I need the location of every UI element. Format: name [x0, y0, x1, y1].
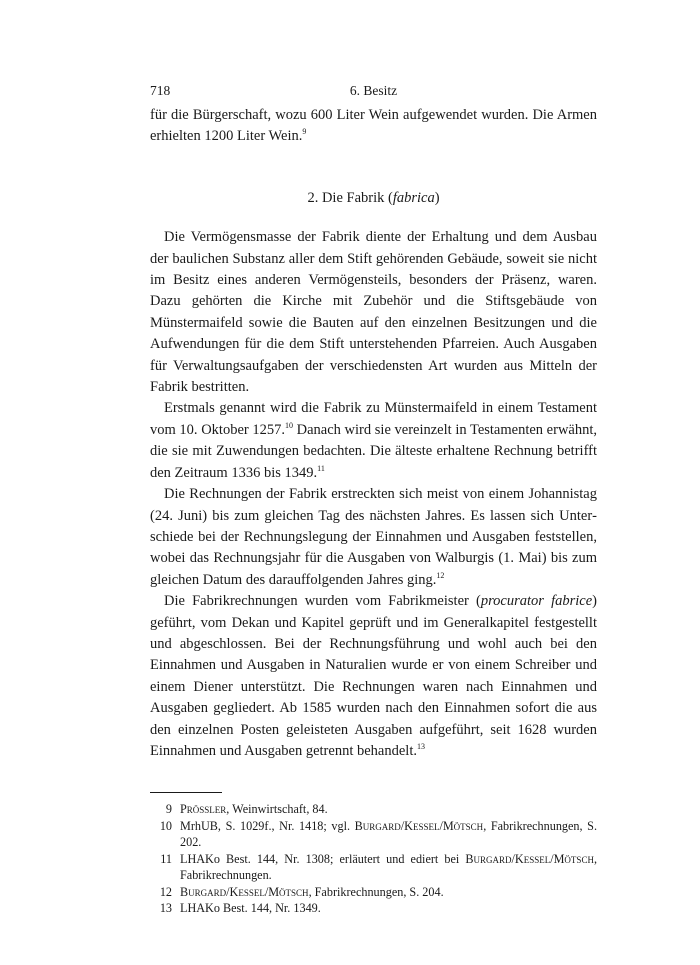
paragraph-2: [150, 398, 597, 484]
section-heading: [150, 188, 597, 209]
footnote-ref-10: 10: [284, 420, 293, 430]
footnote-text: LHAKo Best. 144, Nr. 1349.: [180, 901, 321, 916]
paragraph-4-italic: procurator fabrice: [480, 593, 593, 610]
footnote-author: Burgard/Kessel/Mötsch: [180, 884, 309, 899]
heading-suffix: ): [434, 189, 440, 206]
intro-paragraph: [150, 105, 597, 148]
page-header: [150, 83, 597, 105]
heading-italic: fabrica: [392, 189, 435, 206]
footnote-number: 10: [159, 818, 172, 833]
intro-text: für die Bürgerschaft, wozu 600 Liter Wein aufgewendet wurden. Die Armen erhielten 1200 Liter Wein.: [150, 107, 597, 145]
footnote-pre: LHAKo Best. 144, Nr. 1308; erläutert und ediert bei: [180, 851, 466, 866]
footnote-ref-9: 9: [302, 127, 307, 137]
footnote-author: Burgard/Kessel/Mötsch: [354, 818, 484, 833]
footnote-number: 12: [159, 884, 172, 899]
paragraph-3-text: Die Rechnungen der Fabrik erstreckten sich meist von einem Johannistag (24. Juni) bis zum gleichen Tag des nächsten Jahres. Es lassen sich Unterschiede bei der Rechnungslegung der Einnahmen und Ausgaben feststellen, wobei das Rechnungsjahr für die Ausgaben von Walburgis (1. Mai) bis zum gleichen Datum des darauffolgenden Jahres ging.: [150, 486, 597, 588]
footnote-ref-11: 11: [317, 463, 325, 473]
footnote-12: [150, 884, 597, 901]
footnote-number: 13: [159, 901, 172, 916]
footnote-number: 9: [165, 802, 172, 817]
footnote-rest: , Fabrikrechnungen.: [180, 851, 597, 883]
footnote-13: [150, 900, 597, 917]
footnote-author: Burgard/Kessel/Mötsch: [465, 851, 594, 866]
footnote-number: 11: [160, 851, 172, 866]
paragraph-4: [150, 591, 597, 762]
paragraph-3: [150, 484, 597, 591]
footnote-pre: MrhUB, S. 1029f., Nr. 1418; vgl.: [180, 818, 355, 833]
footnote-10: [150, 818, 597, 851]
book-page: [150, 83, 597, 917]
paragraph-2-text-b: Danach wird sie vereinzelt in Testamenten erwähnt, die sie mit Zuwendungen bedachten. Die älteste erhaltene Rechnung betrifft den Zeitraum 1336 bis 1349.: [150, 421, 598, 481]
footnote-ref-13: 13: [416, 741, 425, 751]
page-number: 718: [150, 83, 171, 98]
footnote-rest: , Fabrikrechnungen, S. 202.: [180, 818, 598, 850]
footnote-rest: , Weinwirtschaft, 84.: [226, 802, 328, 817]
footnote-text: [180, 801, 597, 818]
paragraph-4-text-a: Die Fabrikrechnungen wurden vom Fabrikmeister (: [164, 593, 481, 610]
running-title: 6. Besitz: [349, 83, 398, 98]
footnote-ref-12: 12: [436, 570, 445, 580]
footnote-rest: , Fabrikrechnungen, S. 204.: [308, 884, 444, 899]
paragraph-1: Die Vermögensmasse der Fabrik diente der Erhaltung und dem Ausbau der baulichen Substanz aller dem Stift gehörenden Gebäude, soweit sie nicht im Besitz eines anderen Vermögensteils, besonders der Präsenz, waren. Dazu gehörten die Kirche mit Zubehör und die Stiftsgebäude von Münstermaifeld sowie die Bauten auf den einzelnen Besitzungen und die Aufwendungen für die dem Stift unterstehenden Pfarreien. Auch Ausgaben für Verwaltungsaufgaben der verschiedensten Art wurden aus Mitteln der Fabrik bestritten.: [150, 229, 597, 396]
footnote-text: [180, 851, 597, 884]
footnote-text: [180, 884, 597, 901]
paragraph-2-text-a: Erstmals genannt wird die Fabrik zu Münstermaifeld in einem Testament vom 10. Oktober 1257.: [150, 400, 597, 438]
paragraph-4-text-b: ) geführt, vom Dekan und Kapitel geprüft und im Generalkapitel festgestellt und abgeschlossen. Bei der Rechnungsführung und wohl auch bei den Einnahmen und Ausgaben in Naturalien wurde er von einem Schreiber und einem Diener unterstützt. Die Rechnungen waren nach Einnahmen und Ausgaben gegliedert. Ab 1585 wurden nach den Einnahmen sofort die aus den einzelnen Posten geleisteten Ausgaben aufgeführt, seit 1628 wurden Einnahmen und Ausgaben getrennt behandelt.: [150, 593, 597, 759]
footnote-11: [150, 851, 597, 884]
footnote-divider: [150, 792, 222, 793]
footnote-text: [180, 818, 597, 851]
footnote-author: Prössler: [180, 802, 227, 817]
footnotes: [150, 801, 597, 917]
body-text: [150, 105, 597, 762]
heading-text: 2. Die Fabrik (: [307, 189, 393, 206]
footnote-9: [150, 801, 597, 818]
